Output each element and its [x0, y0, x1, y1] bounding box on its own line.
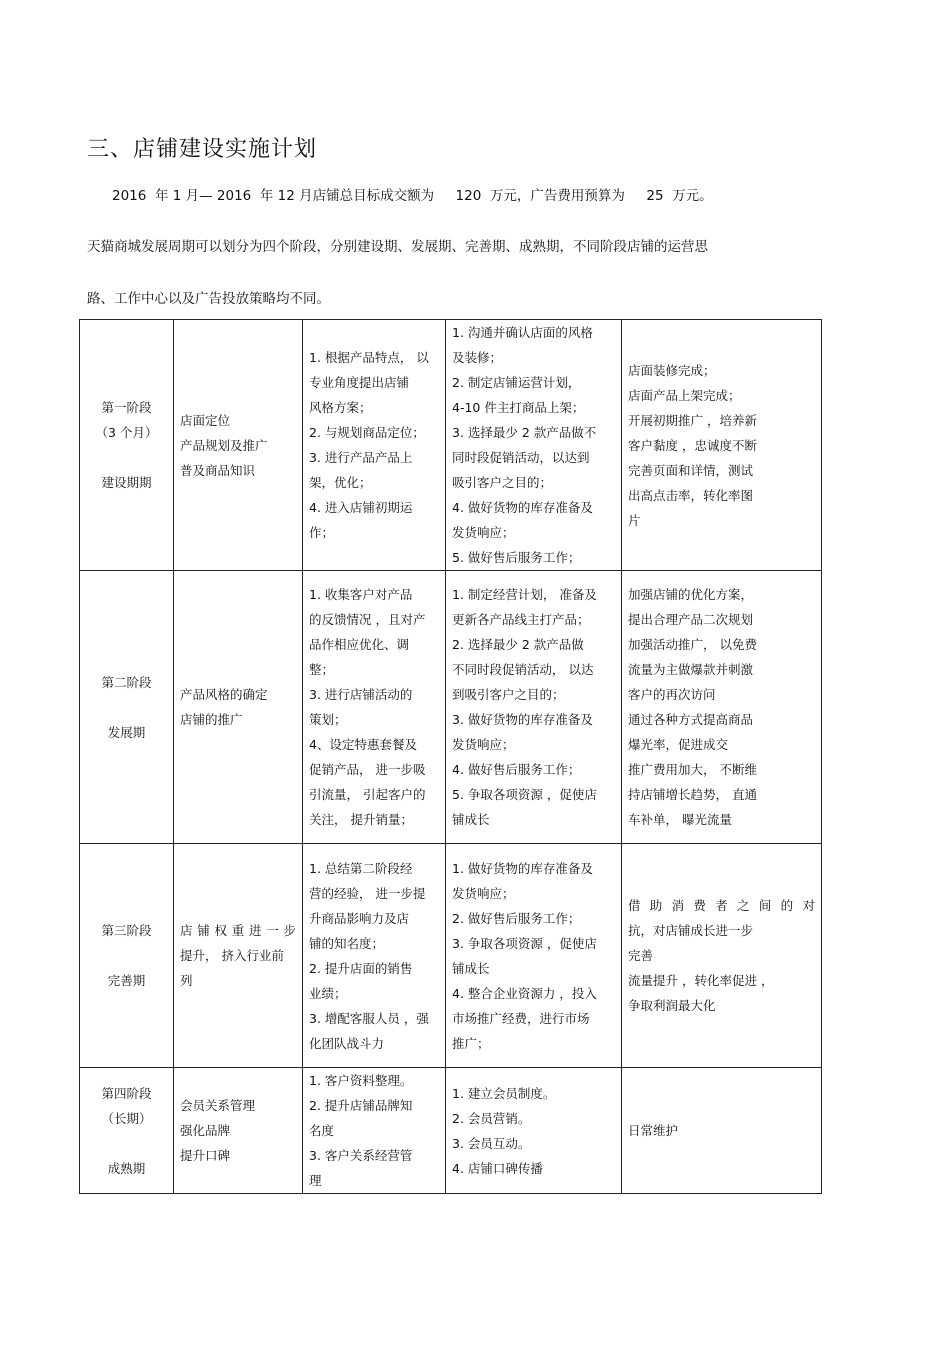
cell-line: 4. 做好售后服务工作；	[452, 762, 581, 777]
results-cell	[622, 571, 822, 844]
cell-line: 名度	[309, 1123, 335, 1138]
cell-line: 2. 制定店铺运营计划，	[452, 375, 581, 390]
cell-line: 3. 会员互动。	[452, 1135, 531, 1151]
cell-line: 4、设定特惠套餐及	[309, 737, 417, 752]
cell-line: 引流量， 引起客户的	[309, 787, 426, 802]
cell-line: 第一阶段	[101, 400, 152, 415]
cell-line: 营的经验， 进一步提	[309, 885, 426, 901]
cell-line: 加强活动推广， 以免费	[628, 637, 757, 652]
cell-line: 第二阶段	[101, 674, 152, 690]
cell-line: 更新各产品线主打产品；	[452, 612, 590, 627]
cell-line: 2. 提升店面的销售	[309, 960, 413, 976]
spacer	[86, 695, 167, 720]
cell-line: 完善期	[107, 973, 146, 988]
cell-line: 发货响应；	[452, 737, 515, 752]
cell-line: 发货响应；	[452, 885, 515, 901]
cell-line: 同时段促销活动，以达到	[452, 450, 590, 465]
cell-line: 整；	[309, 662, 335, 677]
cell-line: 客户黏度 ，忠诚度不断	[628, 437, 757, 453]
cell-line: 列	[180, 973, 193, 988]
cell-line: 提出合理产品二次规划	[628, 612, 754, 627]
cell-line: 发展期	[107, 724, 146, 740]
cell-line: 2. 做好售后服务工作；	[452, 910, 581, 926]
target-summary: 2016 年 1 月— 2016 年 12 月店铺总目标成交额为 120 万元，广告费用预算为 25 万元。	[112, 188, 713, 204]
cell-line: 争取利润最大化	[628, 998, 716, 1013]
spacer	[86, 445, 167, 470]
cell-line: 2. 会员营销。	[452, 1110, 531, 1126]
cell-line: 作；	[309, 525, 335, 540]
cell-line: 到吸引客户之目的；	[452, 687, 565, 702]
stage-cell	[80, 1068, 174, 1194]
tasks-cell	[303, 1068, 446, 1194]
cell-line: 持店铺增长趋势， 直通	[628, 787, 757, 802]
cell-line: 3. 选择最少 2 款产品做不	[452, 425, 597, 440]
cell-line: 3. 客户关系经营管	[309, 1148, 413, 1163]
cell-line: 车补单， 曝光流量	[628, 812, 732, 827]
tasks-cell	[303, 844, 446, 1068]
cell-line: 1. 客户资料整理。	[309, 1073, 413, 1088]
cell-line: 抗，对店铺成长进一步	[628, 923, 754, 938]
cell-line: 4. 进入店铺初期运	[309, 500, 413, 515]
cycle-description-line-2: 路、工作中心以及广告投放策略均不同。	[87, 291, 330, 307]
cell-line: 流量提升 ，转化率促进 ，	[628, 973, 774, 988]
stage-row	[80, 320, 822, 571]
stage-cell	[80, 844, 174, 1068]
cell-line: 片	[628, 512, 641, 528]
cell-line: 第四阶段	[101, 1085, 152, 1101]
cell-line: 推广费用加大， 不断维	[628, 762, 757, 777]
cell-line: 出高点击率，转化率图	[628, 487, 754, 503]
cell-line: 2. 提升店铺品牌知	[309, 1098, 413, 1113]
cell-line: 4. 整合企业资源力 ，投入	[452, 985, 597, 1001]
actions-cell	[446, 844, 622, 1068]
cycle-description-line-1: 天猫商城发展周期可以划分为四个阶段，分别建设期、发展期、完善期、成熟期，不同阶段店铺的运营思	[87, 239, 708, 255]
cell-line: 理	[309, 1173, 322, 1188]
cell-line: 会员关系管理	[180, 1098, 256, 1113]
cell-line: 铺成长	[452, 960, 490, 976]
cell-line: 5. 做好售后服务工作；	[452, 550, 581, 565]
cell-line: 3. 进行店铺活动的	[309, 687, 413, 702]
cell-line: 3. 增配客服人员 ，强	[309, 1010, 429, 1026]
cell-line: 5. 争取各项资源 ，促使店	[452, 787, 597, 802]
tasks-cell	[303, 571, 446, 844]
cell-line: 提升， 挤入行业前	[180, 948, 284, 963]
cell-line: 促销产品， 进一步吸	[309, 762, 426, 777]
stage-row	[80, 1068, 822, 1194]
cell-line: 业绩；	[309, 985, 347, 1001]
cell-line: 1. 总结第二阶段经	[309, 860, 413, 876]
stage-plan-table	[79, 319, 822, 1194]
cell-line: 强化品牌	[180, 1123, 231, 1138]
cell-line: 3. 争取各项资源 ，促使店	[452, 935, 597, 951]
cell-line: 1. 建立会员制度。	[452, 1085, 556, 1101]
actions-cell	[446, 571, 622, 844]
cell-line: 1. 根据产品特点， 以	[309, 350, 429, 365]
cell-line: 的反馈情况 ，且对产	[309, 612, 426, 627]
results-cell	[622, 320, 822, 571]
cell-line: 产品风格的确定	[180, 687, 268, 702]
cell-line: 第三阶段	[101, 923, 152, 938]
cell-line: 关注， 提升销量；	[309, 812, 413, 827]
cell-line: 店面产品上架完成；	[628, 387, 741, 403]
cell-line: 产品规划及推广	[180, 437, 268, 453]
stage-plan-body	[80, 320, 822, 1194]
cell-line: 借 助 消 费 者 之 间 的 对	[628, 898, 815, 913]
objective-cell	[174, 844, 303, 1068]
cell-line: 建设期期	[101, 475, 152, 490]
cell-line: 店铺的推广	[180, 712, 243, 727]
cell-line: 4. 店铺口碑传播	[452, 1160, 543, 1176]
cell-line: 风格方案；	[309, 400, 372, 415]
cell-line: 1. 制定经营计划， 准备及	[452, 587, 597, 602]
cell-line: 3. 做好货物的库存准备及	[452, 712, 593, 727]
cell-line: 发货响应；	[452, 525, 515, 540]
cell-line: 推广；	[452, 1035, 490, 1051]
cell-line: 店面装修完成；	[628, 362, 716, 378]
cell-line: 流量为主做爆款并刺激	[628, 662, 754, 677]
cell-line: 3. 进行产品产品上	[309, 450, 413, 465]
cell-line: 铺成长	[452, 812, 490, 827]
cell-line: 提升口碑	[180, 1148, 231, 1163]
results-cell	[622, 844, 822, 1068]
cell-line: 加强店铺的优化方案，	[628, 587, 754, 602]
cell-line: 完善	[628, 948, 654, 963]
stage-cell	[80, 320, 174, 571]
cell-line: 品作相应优化、调	[309, 637, 410, 652]
cell-line: 通过各种方式提高商品	[628, 712, 754, 727]
stage-row	[80, 571, 822, 844]
cell-line: 开展初期推广 ，培养新	[628, 412, 757, 428]
cell-line: 化团队战斗力	[309, 1035, 385, 1051]
spacer	[86, 943, 167, 968]
cell-line: 架，优化；	[309, 475, 372, 490]
actions-cell	[446, 1068, 622, 1194]
results-cell	[622, 1068, 822, 1194]
cell-line: 不同时段促销活动， 以达	[452, 662, 594, 677]
cell-line: 成熟期	[107, 1160, 146, 1176]
actions-cell	[446, 320, 622, 571]
cell-line: 店 铺 权 重 进 一 步	[180, 923, 296, 938]
cell-line: 及装修；	[452, 350, 503, 365]
section-heading: 三、店铺建设实施计划	[87, 137, 318, 162]
tasks-cell	[303, 320, 446, 571]
cell-line: 完善页面和详情，测试	[628, 462, 754, 478]
cell-line: 店面定位	[180, 412, 231, 428]
stage-cell	[80, 571, 174, 844]
cell-line: 1. 沟通并确认店面的风格	[452, 325, 593, 340]
cell-line: 策划；	[309, 712, 347, 727]
cell-line: 专业角度提出店铺	[309, 375, 410, 390]
cell-line: （长期）	[101, 1110, 152, 1126]
objective-cell	[174, 1068, 303, 1194]
spacer	[86, 1131, 167, 1156]
cell-line: 1. 收集客户对产品	[309, 587, 413, 602]
cell-line: 客户的再次访问	[628, 687, 716, 702]
stage-row	[80, 844, 822, 1068]
objective-cell	[174, 320, 303, 571]
objective-cell	[174, 571, 303, 844]
cell-line: 铺的知名度；	[309, 935, 385, 951]
cell-line: 升商品影响力及店	[309, 910, 410, 926]
cell-line: 2. 选择最少 2 款产品做	[452, 637, 584, 652]
cell-line: 1. 做好货物的库存准备及	[452, 860, 593, 876]
cell-line: 日常维护	[628, 1123, 679, 1138]
cell-line: 4. 做好货物的库存准备及	[452, 500, 593, 515]
cell-line: 普及商品知识	[180, 462, 256, 478]
cell-line: 市场推广经费，进行市场	[452, 1010, 590, 1026]
cell-line: 4-10 件主打商品上架；	[452, 400, 585, 415]
cell-line: （3 个月）	[95, 425, 158, 440]
cell-line: 爆光率，促进成交	[628, 737, 729, 752]
cell-line: 吸引客户之目的；	[452, 475, 553, 490]
cell-line: 2. 与规划商品定位；	[309, 425, 425, 440]
